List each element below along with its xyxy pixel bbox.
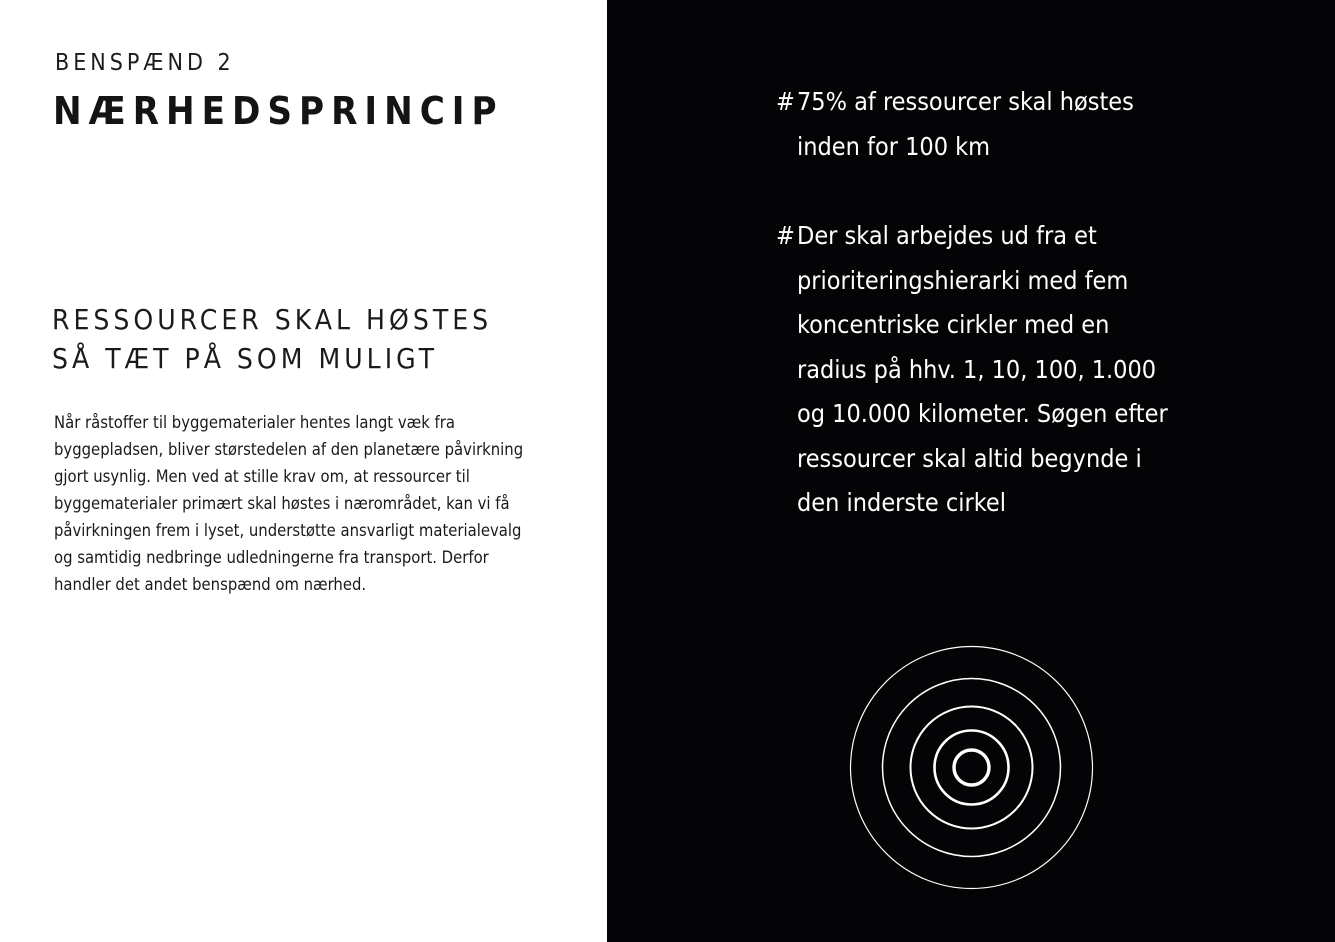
body-line: og samtidig nedbringe udledningerne fra transport. Derfor: [54, 548, 489, 567]
body-line: handler det andet benspænd om nærhed.: [54, 575, 367, 594]
ring-1-km: [954, 750, 989, 785]
body-line: påvirkningen frem i lyset, understøtte ansvarligt materialevalg: [54, 521, 522, 540]
requirement-line: og 10.000 kilometer. Søgen efter: [797, 399, 1168, 428]
ring-10-km: [935, 731, 1009, 805]
requirement-item: [776, 80, 1168, 169]
ring-1000-km: [883, 679, 1061, 857]
body-line: Når råstoffer til byggematerialer hentes langt væk fra: [54, 413, 455, 432]
requirement-item: [776, 214, 1168, 526]
requirement-line: Der skal arbejdes ud fra et: [797, 221, 1097, 250]
page-title: NÆRHEDSPRINCIP: [53, 89, 504, 133]
requirement-line: inden for 100 km: [797, 131, 991, 161]
ring-10000-km: [851, 647, 1093, 889]
hash-marker: #: [776, 221, 795, 250]
requirement-line: 75% af ressourcer skal høstes: [797, 87, 1134, 116]
requirements-list: [776, 80, 1168, 571]
requirement-line: prioriteringshierarki med fem: [797, 265, 1129, 295]
requirement-line: ressourcer skal altid begynde i: [797, 443, 1142, 473]
section-kicker: BENSPÆND 2: [55, 50, 235, 76]
section-subtitle: [52, 300, 492, 378]
body-line: byggematerialer primært skal høstes i nærområdet, kan vi få: [54, 494, 510, 513]
hash-marker: #: [776, 87, 795, 116]
ring-100-km: [911, 707, 1033, 829]
concentric-circles-icon: [849, 645, 1094, 890]
requirement-line: radius på hhv. 1, 10, 100, 1.000: [797, 354, 1157, 384]
body-line: gjort usynlig. Men ved at stille krav om, at ressourcer til: [54, 467, 470, 486]
requirement-line: den inderste cirkel: [797, 488, 1006, 517]
body-line: byggepladsen, bliver størstedelen af den planetære påvirkning: [54, 440, 524, 459]
subtitle-line: RESSOURCER SKAL HØSTES: [52, 303, 493, 336]
body-paragraph: [54, 409, 544, 598]
requirement-line: koncentriske cirkler med en: [797, 310, 1110, 339]
subtitle-line: SÅ TÆT PÅ SOM MULIGT: [52, 342, 439, 375]
left-panel: [0, 0, 607, 942]
